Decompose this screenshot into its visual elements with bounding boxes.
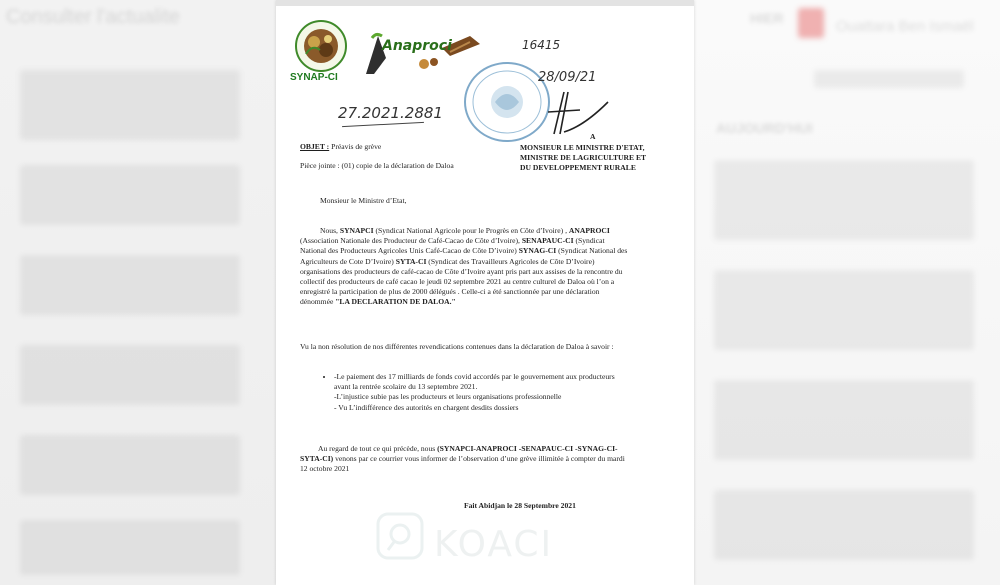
list-item: - Vu L’indifférence des autorités en chargent desdits dossiers — [334, 402, 519, 412]
organisation-name: ANAPROCI — [568, 226, 610, 235]
organisation-name: SYTA-CI — [395, 256, 427, 266]
background-left-panel — [0, 0, 276, 585]
background-left-title: Consulter l'actualite — [6, 6, 180, 28]
recipient-line: DU DEVELOPPEMENT RURALE — [520, 163, 636, 172]
recipient-line: MONSIEUR LE MINISTRE D'ETAT, — [520, 143, 645, 152]
paragraph-text-run: Nous, — [320, 226, 340, 235]
organisation-name: "LA DECLARATION DE DALOA." — [335, 297, 456, 307]
demands-list — [320, 372, 620, 413]
koaci-watermark — [374, 510, 604, 570]
background-blur-block — [20, 435, 240, 495]
background-blur-block — [814, 70, 964, 88]
background-blur-block — [20, 255, 240, 315]
paragraph-text-run: (Syndicat National des Agriculteurs de Cote D’Ivoire) — [300, 246, 628, 266]
paragraph-declaration — [300, 226, 630, 308]
handwritten-signature — [544, 84, 614, 142]
background-red-icon — [798, 8, 824, 38]
background-right-author: Ouattara Ben Ismaël — [836, 18, 974, 35]
paragraph3-organisations: (SYNAPCI-ANAPROCI -SENAPAUC-CI -SYNAG-CI- SYTA-CI) — [300, 444, 618, 464]
signoff: Fait Abidjan le 28 Septembre 2021 — [464, 501, 576, 510]
background-right-badge: HIER — [750, 10, 784, 26]
paragraph-text-run: (Syndicat des Travailleurs Agricoles de Côte D’Ivoire) organisations des producteurs de café-cacao de Côte d’Ivoire ayant pris part aux assises de la rencontre du collectif des producteurs de café cacao le jeudi 02 septembre 2021 au centre culturel de Daloa où l’on a enregistré la participation de plus de 2000 délégués . Celle-ci a été sanctionnée par une déclaration dénommée — [300, 256, 623, 307]
handwritten-ref-number: 27.2021.2881 — [338, 104, 443, 122]
organisation-name: SENAPAUC-CI — [521, 236, 574, 246]
list-item: -L’injustice subie pas les producteurs et leurs organisations professionnelle — [334, 392, 562, 402]
attachment-line: Pièce jointe : (01) copie de la déclaration de Daloa — [300, 161, 454, 170]
anaproci-logo-text: Anaproci — [382, 38, 452, 54]
salutation: Monsieur le Ministre d’Etat, — [320, 196, 407, 205]
handwritten-top-number: 16415 — [522, 38, 561, 52]
paragraph-text-run: (Syndicat National Agricole pour le Progrès en Côte d’Ivoire) , — [373, 226, 569, 235]
background-blur-block — [714, 270, 974, 350]
object-label: OBJET : — [300, 142, 330, 151]
background-blur-block — [20, 520, 240, 575]
background-blur-block — [714, 490, 974, 560]
synap-ci-logo — [286, 20, 356, 88]
background-right-panel — [694, 0, 1000, 585]
paragraph-text-run: (Association Nationale des Producteur de Café-Cacao de Côte d’Ivoire), — [300, 236, 522, 246]
background-blur-block — [714, 380, 974, 460]
koaci-logo-icon — [374, 510, 426, 562]
object-line — [300, 142, 381, 152]
synap-ci-logo-text: SYNAP-CI — [290, 72, 338, 83]
handwritten-underline — [342, 122, 424, 127]
organisation-name: SYNAG-CI — [518, 246, 557, 256]
handwritten-date: 28/09/21 — [538, 70, 597, 85]
list-item: • -Le paiement des 17 milliards de fonds covid accordés par le gouvernement aux producteurs avant la rentrée scolaire du 13 septembre 2021. — [334, 372, 620, 392]
paragraph-text-run: (Syndicat National des Producteurs Agricoles Unis Café-Cacao de Côte D’ivoire) — [300, 236, 605, 256]
background-blur-block — [20, 345, 240, 405]
page-top-edge — [276, 0, 694, 6]
koaci-watermark-text: KOACI — [434, 524, 554, 565]
recipient-block — [520, 143, 690, 173]
object-text: Préavis de grève — [331, 142, 382, 151]
background-blur-block — [20, 165, 240, 225]
background-blur-block — [714, 160, 974, 240]
paragraph-non-resolution: Vu la non résolution de nos différentes revendications contenues dans la déclaration de Daloa à savoir : — [300, 342, 614, 351]
organisation-name: SYNAPCI — [339, 226, 374, 235]
paragraph-strike-notice — [300, 444, 630, 475]
paragraph3-suffix: venons par ce courrier vous informer de l’observation d’une grève illimitée à compter du mardi 12 octobre 2021 — [300, 454, 625, 474]
background-blur-block — [20, 70, 240, 140]
recipient-prefix: A — [590, 132, 596, 141]
recipient-line: MINISTRE DE LAGRICULTURE ET — [520, 153, 647, 162]
background-right-heading: AUJOURD'HUI — [716, 120, 813, 136]
letter-page — [276, 0, 694, 585]
paragraph3-prefix: Au regard de tout ce qui précède, nous — [318, 444, 438, 453]
